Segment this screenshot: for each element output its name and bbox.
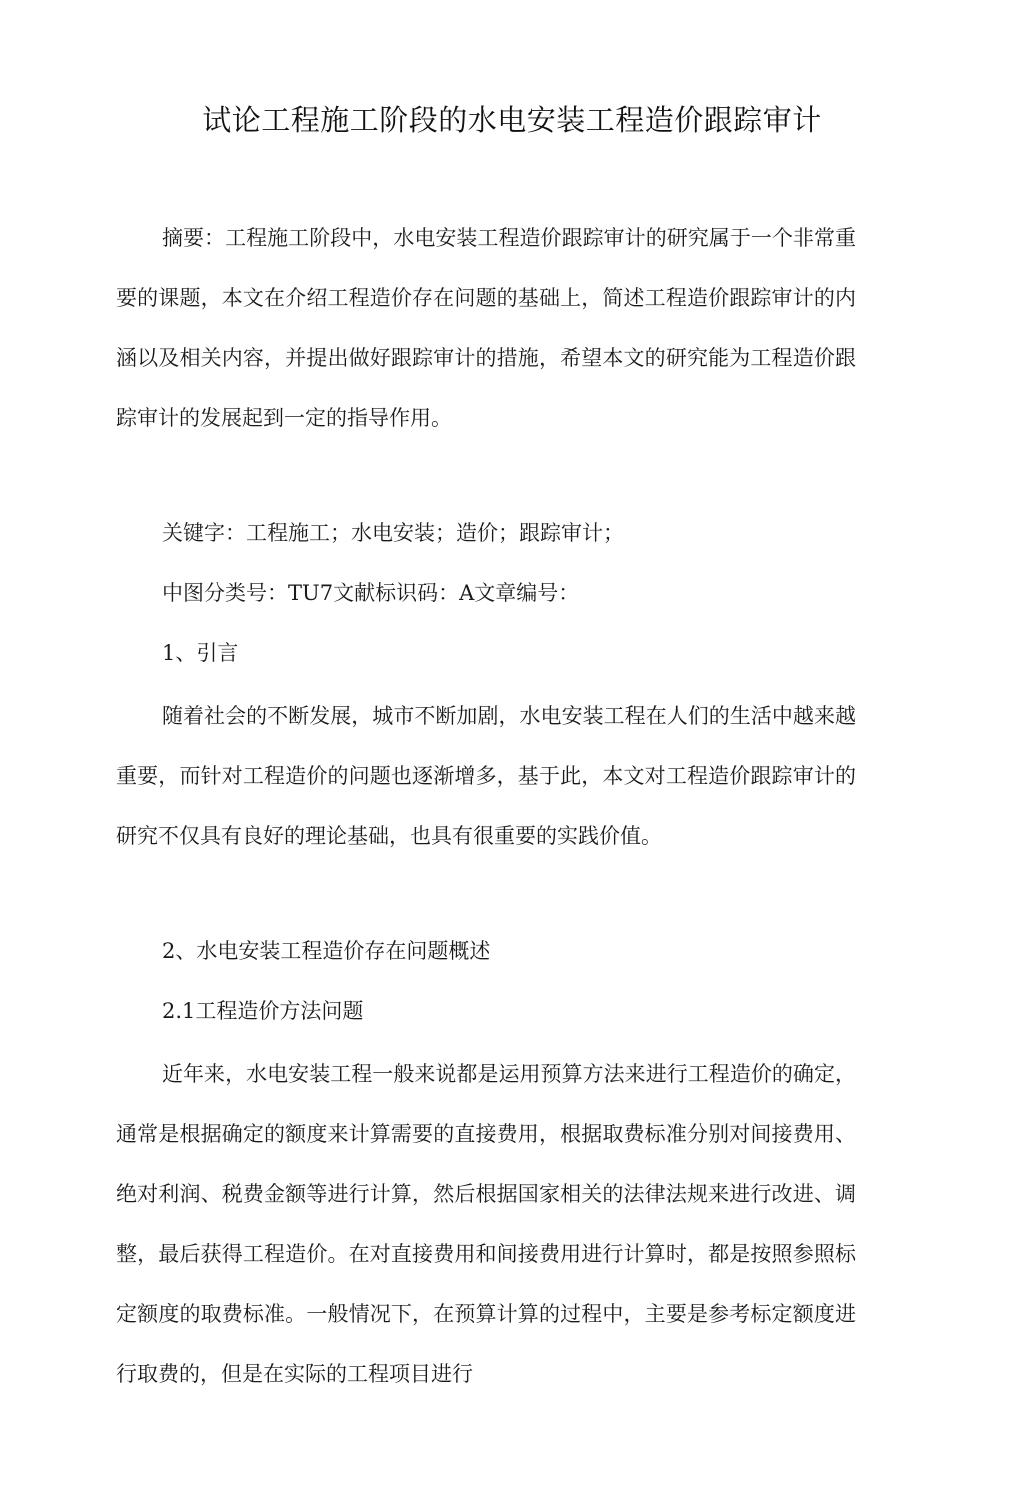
section-heading-problems: 2、水电安装工程造价存在问题概述 [162,939,491,963]
classification-line: 中图分类号：TU7文献标识码：A文章编号： [162,581,580,605]
abstract-paragraph: 摘要：工程施工阶段中，水电安装工程造价跟踪审计的研究属于一个非常重要的课题，本文在介绍工程造价存在问题的基础上，简述工程造价跟踪审计的内涵以及相关内容，并提出做好跟踪审计的措施，希望本文的研究能为工程造价跟踪审计的发展起到一定的指导作用。 [116,226,856,430]
subsection-heading-method: 2.1工程造价方法问题 [162,999,364,1023]
method-paragraph: 近年来，水电安装工程一般来说都是运用预算方法来进行工程造价的确定，通常是根据确定的额度来计算需要的直接费用，根据取费标准分别对间接费用、绝对利润、税费金额等进行计算，然后根据国家相关的法律法规来进行改进、调整，最后获得工程造价。在对直接费用和间接费用进行计算时，都是按照参照标定额度的取费标准。一般情况下，在预算计算的过程中，主要是参考标定额度进行取费的，但是在实际的工程项目进行 [116,1062,856,1386]
section-heading-introduction: 1、引言 [162,641,239,665]
keywords-line: 关键字：工程施工；水电安装；造价；跟踪审计； [162,521,624,545]
introduction-paragraph: 随着社会的不断发展，城市不断加剧，水电安装工程在人们的生活中越来越重要，而针对工程造价的问题也逐渐增多，基于此，本文对工程造价跟踪审计的研究不仅具有良好的理论基础，也具有很重要的实践价值。 [116,704,856,848]
document-title: 试论工程施工阶段的水电安装工程造价跟踪审计 [202,103,822,137]
